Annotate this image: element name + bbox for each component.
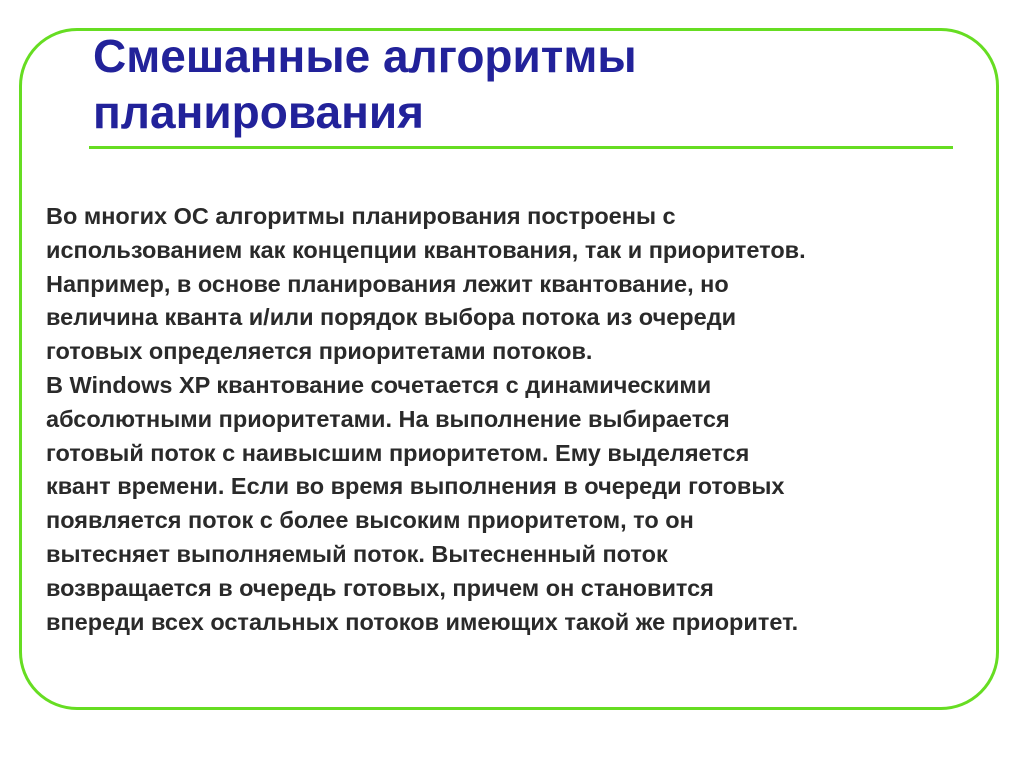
title-divider bbox=[89, 146, 953, 149]
body-line: квант времени. Если во время выполнения в очереди готовых bbox=[46, 473, 785, 500]
body-line: возвращается в очередь готовых, причем он становится bbox=[46, 574, 714, 601]
body-line: появляется поток с более высоким приоритетом, то он bbox=[46, 507, 694, 534]
slide-title bbox=[93, 28, 953, 140]
slide-body bbox=[46, 200, 986, 639]
body-line: вытесняет выполняемый поток. Вытесненный поток bbox=[46, 540, 668, 567]
body-line: Во многих ОС алгоритмы планирования построены с bbox=[46, 203, 676, 229]
body-line: готовый поток с наивысшим приоритетом. Ему выделяется bbox=[46, 439, 750, 466]
body-line: использованием как концепции квантования, так и приоритетов. bbox=[46, 236, 806, 263]
slide-title-line: планирования bbox=[93, 86, 425, 138]
body-line: Например, в основе планирования лежит квантование, но bbox=[46, 270, 729, 297]
body-line: впереди всех остальных потоков имеющих такой же приоритет. bbox=[46, 608, 799, 635]
body-line: абсолютными приоритетами. На выполнение выбирается bbox=[46, 405, 730, 432]
body-line: В Windows XP квантование сочетается с динамическими bbox=[46, 371, 712, 398]
body-line: величина кванта и/или порядок выбора потока из очереди bbox=[46, 304, 737, 331]
body-line: готовых определяется приоритетами потоков. bbox=[46, 338, 593, 365]
slide-title-line: Смешанные алгоритмы bbox=[93, 30, 637, 82]
